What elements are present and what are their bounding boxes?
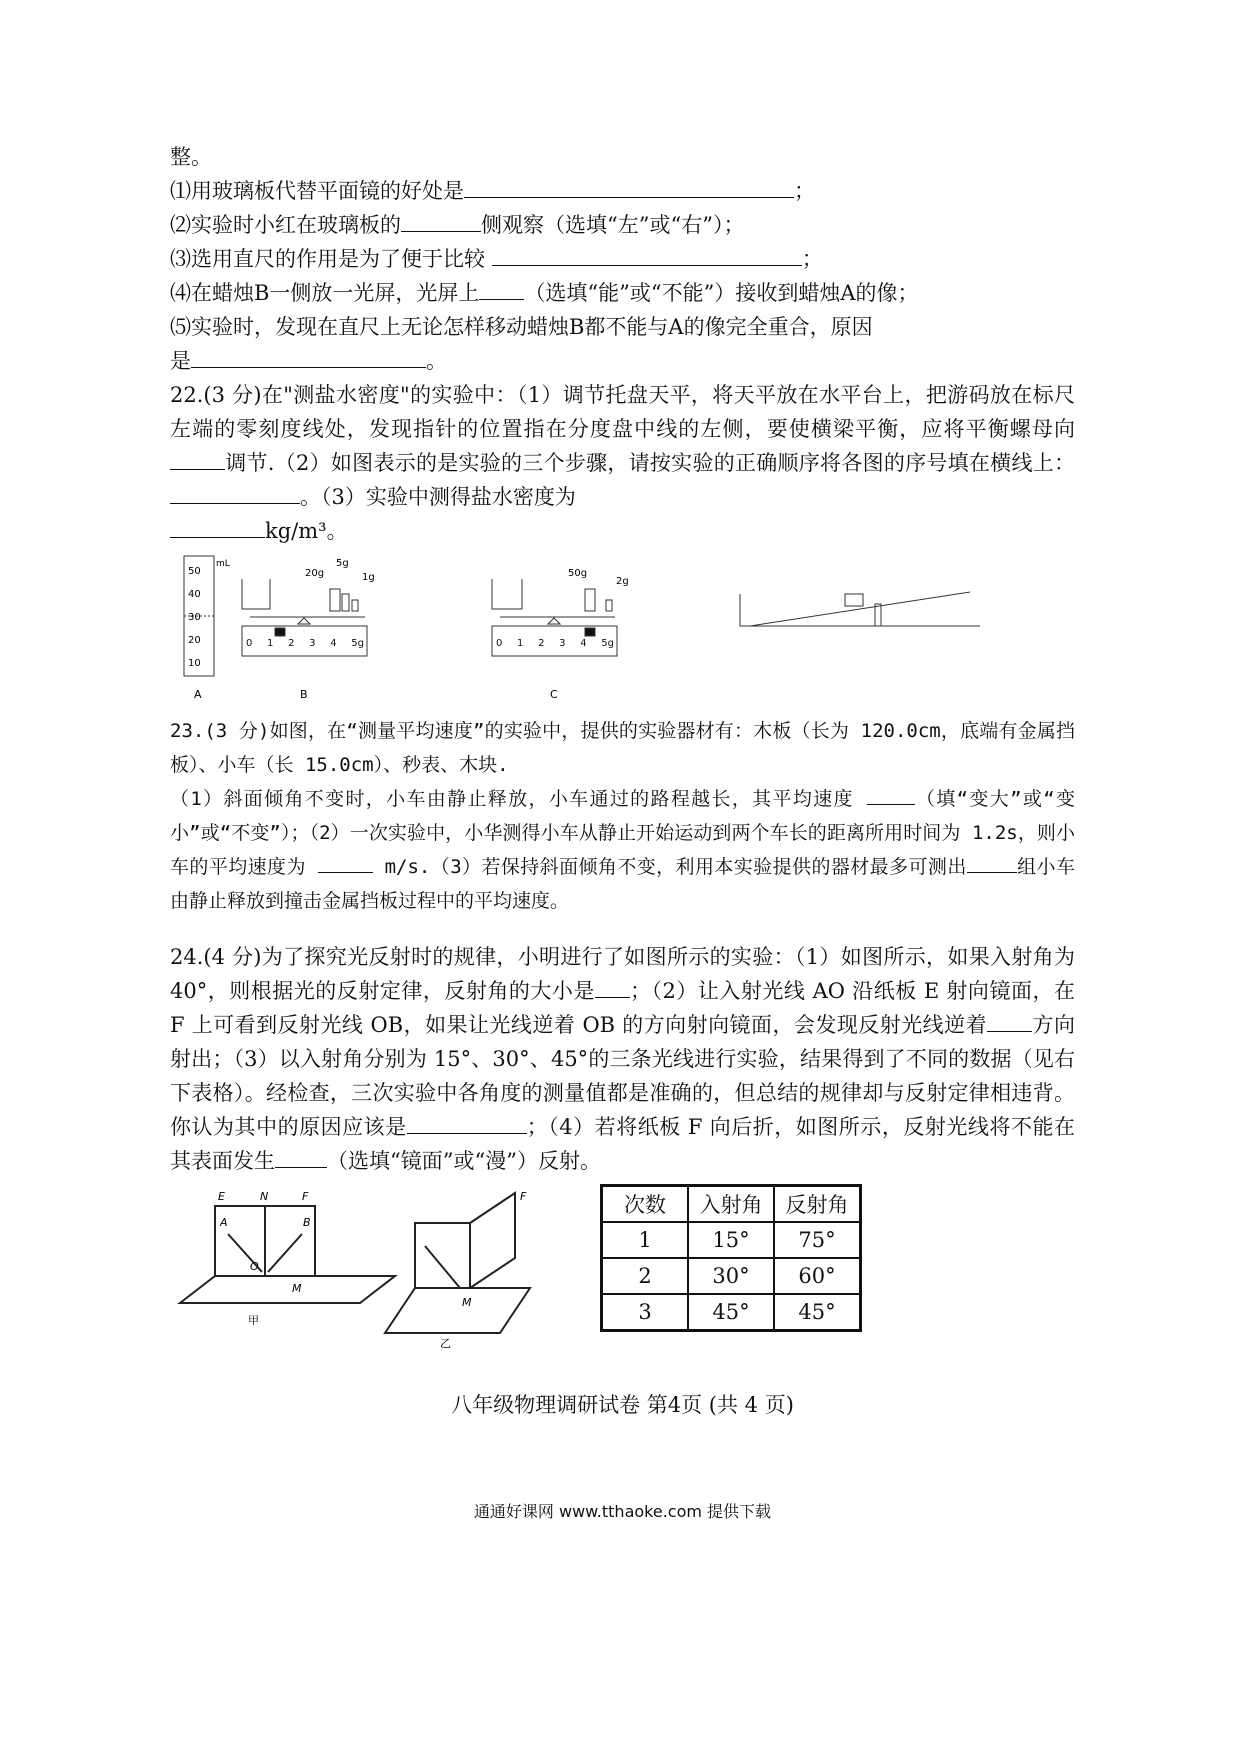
tick-label: 4 <box>330 638 337 649</box>
answer-blank[interactable] <box>318 852 373 873</box>
reflection-figures <box>170 1184 590 1349</box>
cell: 30° <box>688 1258 774 1294</box>
q21-part4 <box>170 276 1075 310</box>
answer-blank[interactable] <box>492 245 802 266</box>
text: 23.(3 分)如图，在“测量平均速度”的实验中，提供的实验器材有：木板（长为 120.0cm，底端有金属挡板）、小车（长 15.0cm）、秒表、木块. <box>170 720 1075 776</box>
ruler-b-labels <box>246 638 364 649</box>
tick-label: 3 <box>559 638 566 649</box>
weight-label: 20g <box>305 568 325 579</box>
cell: 15° <box>688 1222 774 1258</box>
header-cell: 反射角 <box>774 1186 861 1223</box>
text: ⑸实验时，发现在直尺上无论怎样移动蜡烛B都不能与A的像完全重合，原因 <box>170 315 873 339</box>
table-row <box>602 1222 861 1258</box>
text: 整。 <box>170 145 212 169</box>
text: （填“变大”或“变小”或“不变”）；（2）一次实验中，小华测得小车从静止开始运动到两个车长的距离所用时间为 1.2s，则小车的平均速度为 <box>170 788 1075 878</box>
q21-part3 <box>170 242 1075 276</box>
answer-blank[interactable] <box>170 449 225 470</box>
tick-label: 4 <box>580 638 587 649</box>
label-m: M <box>292 1282 302 1295</box>
question-21-continued <box>170 140 1075 378</box>
answer-blank[interactable] <box>479 279 524 300</box>
weight-label: 50g <box>568 568 588 579</box>
q21-part2 <box>170 208 1075 242</box>
label-f: F <box>302 1190 309 1203</box>
label-a: A <box>220 1216 228 1229</box>
page-footer: 八年级物理调研试卷 第4页 (共 4 页) <box>451 1393 794 1417</box>
text: 。（3）实验中测得盐水密度为 <box>300 485 576 509</box>
cell: 45° <box>688 1294 774 1331</box>
answer-blank[interactable] <box>401 211 481 232</box>
text: 是 <box>170 349 191 373</box>
label-b: B <box>303 1216 311 1229</box>
tick-label: 30 <box>188 612 201 623</box>
cell: 1 <box>602 1222 689 1258</box>
text: ⑷在蜡烛B一侧放一光屏，光屏上 <box>170 281 480 305</box>
density-experiment-figures <box>170 554 1070 704</box>
weight-label: 1g <box>362 572 375 583</box>
text: m/s.（3）若保持斜面倾角不变，利用本实验提供的器材最多可测出 <box>384 856 967 878</box>
tick-label: 1 <box>517 638 524 649</box>
source-line: 通通好课网 www.tthaoke.com 提供下载 <box>473 1502 772 1521</box>
table-row <box>602 1294 861 1331</box>
tick-label: 20 <box>188 635 201 646</box>
header-cell: 入射角 <box>688 1186 774 1223</box>
ruler-c-labels <box>496 638 614 649</box>
label-f: F <box>520 1190 527 1203</box>
figure-1-diagram <box>180 1206 395 1303</box>
answer-blank[interactable] <box>407 1113 527 1134</box>
answer-blank[interactable] <box>967 852 1017 873</box>
text: 方向射出；（3）以入射角分别为 15°、30°、45°的三条光线进行实验，结果得到了不同的数据（见右下表格）。经检查，三次实验中各角度的测量值都是准确的，但总结的规律却与反射定律相违背。你认为其中的原因应该是 <box>170 1013 1075 1139</box>
cell: 45° <box>774 1294 861 1331</box>
label-n: N <box>260 1190 269 1203</box>
text: ；（2）让入射光线 AO 沿纸板 E 射向镜面，在 F 上可看到反射光线 OB，如果让光线逆着 OB 的方向射向镜面，会发现反射光线逆着 <box>170 979 1075 1037</box>
cylinder-unit: mL <box>216 559 230 569</box>
tick-label: 0 <box>246 638 253 649</box>
tick-label: 3 <box>309 638 316 649</box>
figure-2-label: 乙 <box>440 1337 451 1349</box>
text: kg/m³。 <box>265 519 348 543</box>
text: ； <box>794 179 815 203</box>
tick-label: 0 <box>496 638 503 649</box>
text: 组小车由静止释放到撞击金属挡板过程中的平均速度。 <box>170 856 1075 912</box>
tick-label: 1 <box>267 638 274 649</box>
label-o: O <box>250 1260 259 1273</box>
answer-blank[interactable] <box>170 517 265 538</box>
q21-part5 <box>170 310 1075 378</box>
text: ⑴用玻璃板代替平面镜的好处是 <box>170 179 464 203</box>
question-22 <box>170 378 1075 548</box>
figure-label-b: B <box>300 688 308 701</box>
figure-label-c: C <box>550 688 558 701</box>
tick-label: 5g <box>601 638 614 649</box>
tick-label: 40 <box>188 589 201 600</box>
cell: 75° <box>774 1222 861 1258</box>
answer-blank[interactable] <box>987 1011 1032 1032</box>
table-header-row <box>602 1186 861 1223</box>
answer-blank[interactable] <box>170 483 300 504</box>
q21-part1 <box>170 174 1075 208</box>
tick-label: 2 <box>538 638 545 649</box>
text: 。 <box>426 349 447 373</box>
text: 侧观察（选填“左”或“右”）； <box>481 213 745 237</box>
figure-2-diagram <box>385 1193 530 1333</box>
answer-blank[interactable] <box>275 1147 327 1168</box>
text: ⑶选用直尺的作用是为了便于比较 <box>170 247 485 271</box>
tick-label: 50 <box>188 566 201 577</box>
text: 24.(4 分)为了探究光反射时的规律，小明进行了如图所示的实验：（1）如图所示，如果入射角为 40°，则根据光的反射定律，反射角的大小是 <box>170 945 1075 1003</box>
figure-label-a: A <box>194 688 202 701</box>
text: （选填“能”或“不能”）接收到蜡烛A的像； <box>524 281 919 305</box>
text: ； <box>801 247 823 271</box>
cell: 3 <box>602 1294 689 1331</box>
answer-blank[interactable] <box>464 177 794 198</box>
text: （选填“镜面”或“漫”）反射。 <box>327 1149 601 1173</box>
answer-blank[interactable] <box>191 347 426 368</box>
table-row <box>602 1258 861 1294</box>
header-cell: 次数 <box>602 1186 689 1223</box>
weight-label: 2g <box>616 576 629 587</box>
figure-1-label: 甲 <box>248 1314 259 1327</box>
question-23 <box>170 714 1075 918</box>
answer-blank[interactable] <box>595 977 630 998</box>
cell: 2 <box>602 1258 689 1294</box>
cell: 60° <box>774 1258 861 1294</box>
text: ⑵实验时小红在玻璃板的 <box>170 213 401 237</box>
weight-label: 5g <box>336 558 349 569</box>
density-figures-svg <box>170 554 1070 704</box>
text: 调节.（2）如图表示的是实验的三个步骤，请按实验的正确顺序将各图的序号填在横线上： <box>225 451 1075 475</box>
answer-blank[interactable] <box>867 784 915 805</box>
incline-figure <box>740 592 980 626</box>
tick-label: 2 <box>288 638 295 649</box>
question-24-figures-row <box>170 1184 1075 1349</box>
tick-label: 5g <box>351 638 364 649</box>
label-e: E <box>218 1190 225 1203</box>
text: （1）斜面倾角不变时，小车由静止释放，小车通过的路程越长，其平均速度 <box>170 788 854 810</box>
reflection-data-table <box>600 1184 862 1332</box>
label-m: M <box>462 1296 472 1309</box>
text: 22.(3 分)在"测盐水密度"的实验中：（1）调节托盘天平，将天平放在水平台上，把游码放在标尺左端的零刻度线处，发现指针的位置指在分度盘中线的左侧，要使横梁平衡，应将平衡螺母向 <box>170 383 1075 441</box>
tick-label: 10 <box>188 658 201 669</box>
text: ；（4）若将纸板 F 向后折，如图所示，反射光线将不能在其表面发生 <box>170 1115 1076 1173</box>
question-24 <box>170 940 1075 1178</box>
